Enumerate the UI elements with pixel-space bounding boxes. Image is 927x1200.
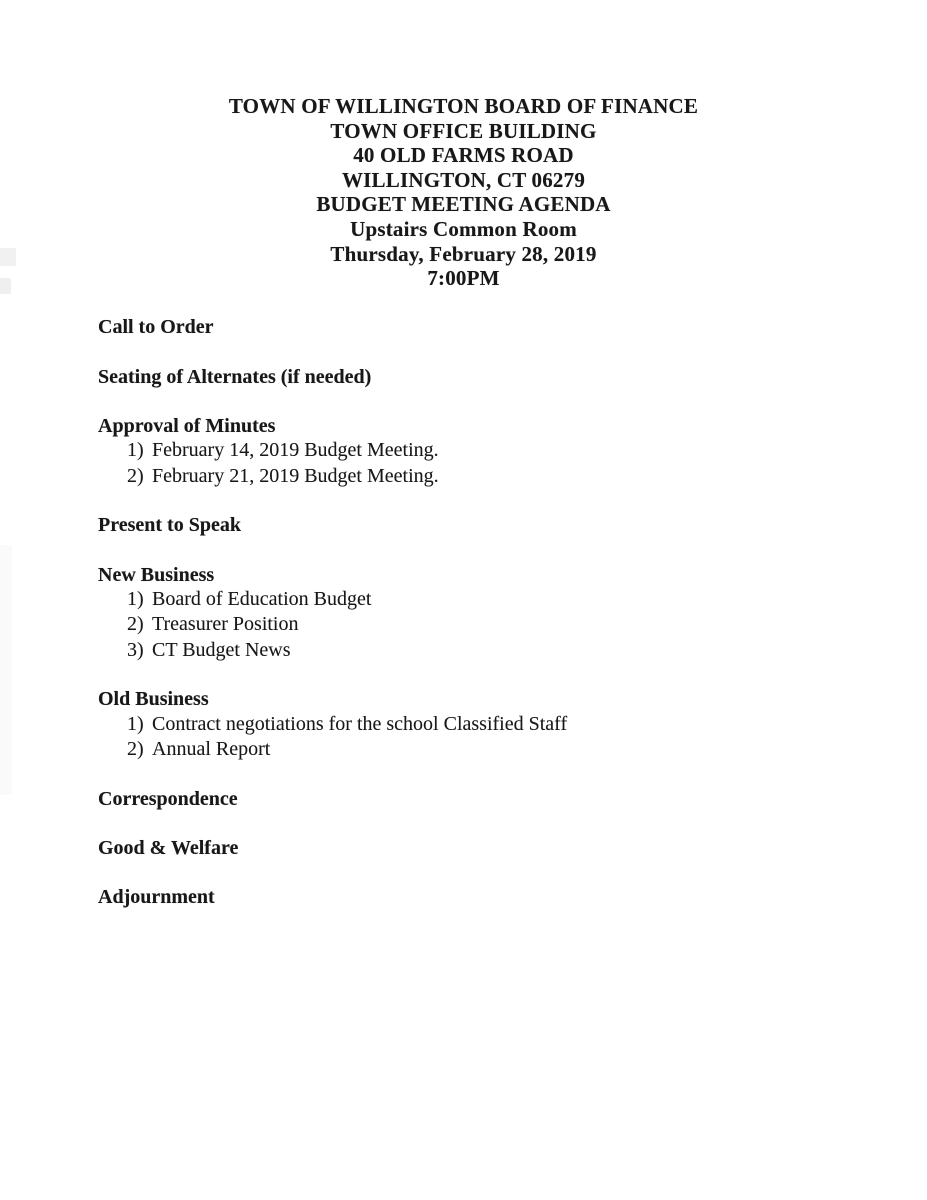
section-heading: Present to Speak	[98, 514, 241, 537]
header-line: 7:00PM	[427, 266, 500, 291]
agenda-body	[0, 291, 927, 910]
agenda-item-number: 1)	[127, 712, 144, 735]
agenda-item-number: 2)	[127, 738, 144, 761]
agenda-item-text: Treasurer Position	[152, 613, 299, 636]
agenda-item-number: 1)	[127, 439, 144, 462]
section-heading: Approval of Minutes	[98, 414, 276, 437]
agenda-section	[98, 414, 867, 489]
scan-artifact	[0, 278, 11, 294]
agenda-section	[98, 885, 867, 910]
agenda-item	[127, 438, 867, 463]
header-line: 40 OLD FARMS ROAD	[353, 143, 574, 168]
agenda-item	[127, 638, 867, 663]
section-heading: Adjournment	[98, 886, 215, 909]
agenda-section	[98, 365, 867, 390]
agenda-section	[98, 836, 867, 861]
agenda-item-text: Annual Report	[152, 738, 271, 761]
section-heading: Old Business	[98, 688, 209, 711]
section-heading: New Business	[98, 563, 215, 586]
agenda-item-number: 2)	[127, 613, 144, 636]
section-heading: Correspondence	[98, 787, 238, 810]
agenda-section	[98, 513, 867, 538]
section-heading: Seating of Alternates (if needed)	[98, 365, 372, 388]
agenda-item-number: 3)	[127, 638, 144, 661]
agenda-item-text: Board of Education Budget	[152, 588, 372, 611]
agenda-item-text: February 21, 2019 Budget Meeting.	[152, 464, 439, 487]
section-item-list	[98, 712, 867, 762]
section-heading: Good & Welfare	[98, 837, 239, 860]
agenda-section	[98, 787, 867, 812]
section-item-list	[98, 438, 867, 488]
header-line: TOWN OF WILLINGTON BOARD OF FINANCE	[228, 94, 699, 118]
agenda-item	[127, 464, 867, 489]
agenda-item-text: February 14, 2019 Budget Meeting.	[152, 439, 439, 462]
agenda-item	[127, 737, 867, 762]
agenda-item-text: Contract negotiations for the school Classified Staff	[152, 712, 568, 735]
section-heading: Call to Order	[98, 316, 214, 339]
header-line: TOWN OFFICE BUILDING	[330, 118, 597, 143]
header-line: Upstairs Common Room	[350, 216, 577, 241]
header-line: WILLINGTON, CT 06279	[341, 167, 586, 192]
agenda-section	[98, 687, 867, 762]
header-line: BUDGET MEETING AGENDA	[316, 192, 611, 217]
scan-artifact	[0, 545, 12, 795]
agenda-item-number: 1)	[127, 588, 144, 611]
document-header	[0, 0, 927, 291]
agenda-item-number: 2)	[127, 464, 144, 487]
agenda-item	[127, 712, 867, 737]
header-line: Thursday, February 28, 2019	[330, 241, 597, 266]
agenda-section	[98, 315, 867, 340]
agenda-item	[127, 587, 867, 612]
section-item-list	[98, 587, 867, 663]
agenda-item-text: CT Budget News	[152, 638, 291, 661]
scan-artifact	[0, 248, 16, 266]
agenda-section	[98, 563, 867, 663]
agenda-item	[127, 612, 867, 637]
